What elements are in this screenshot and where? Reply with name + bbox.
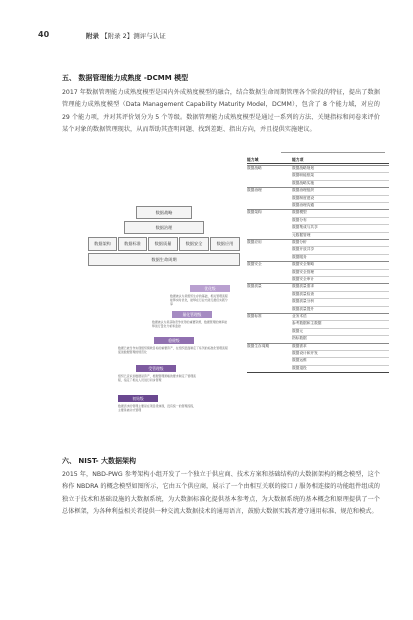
item-cell: 数据分析	[292, 240, 307, 244]
section-5-body: 2017 年数据管理能力成熟度模型是国内外成熟度模型的融合，结合数据生命周期管理各个阶段的特征，提出了数据管理能力成熟度模型（Data Management Capability Maturity Model，DCMM），包含了 8 个能力域，对应的 29 个能力项，并对其评价划分为 5 个等级。数据管理能力成熟度模型是通过一系列的方法、关键指标和问卷来评价某个对象的数据管理现状，从而帮助其查明问题、找到差距、指出方向，并且提供实施建议。	[62, 89, 380, 133]
item-cell: 数据需求	[292, 343, 307, 348]
item-cell: 数据质量提升	[292, 306, 315, 311]
domain-cell: 数据质量	[247, 284, 262, 289]
item-cell: 数据元	[292, 328, 304, 333]
table-top-rule	[281, 152, 385, 154]
level-1-desc: 数据需求的管理主要是在项目级体现，没有统一的管理流程，主要是被动式管理	[118, 404, 197, 412]
framework-standard: 数据标准	[118, 237, 147, 251]
domain-cell: 数据治理	[247, 188, 262, 193]
framework-application: 数据应用	[210, 237, 240, 251]
dcmm-framework-diagram	[88, 206, 240, 276]
domain-cell: 数据标准	[247, 314, 262, 318]
framework-security: 数据安全	[179, 237, 209, 251]
group-divider	[247, 187, 389, 188]
group-divider	[247, 261, 389, 262]
item-cell: 数据设计和开发	[292, 351, 318, 355]
item-cell: 数据质量需求	[292, 284, 315, 289]
item-cell: 数据开放共享	[292, 247, 315, 252]
table-bottom-rule	[247, 372, 389, 373]
item-cell: 数据服务	[292, 254, 307, 259]
col-item-header: 能力项	[292, 157, 304, 162]
item-cell: 指标数据	[292, 336, 307, 341]
item-cell: 业务术语	[292, 314, 307, 318]
item-cell: 数据分布	[292, 217, 307, 222]
item-cell: 数据治理沟通	[292, 203, 315, 207]
level-2-desc: 组织已意识到数据是资产，根据管理策略的要求制定了管理流程，指定了相关人员进行初步管理	[118, 374, 197, 382]
framework-quality: 数据质量	[148, 237, 178, 251]
running-head	[86, 31, 166, 40]
domain-cell: 数据架构	[247, 210, 262, 215]
item-cell: 数据治理组织	[292, 188, 315, 193]
framework-governance: 数据治理	[124, 221, 204, 234]
level-5-desc: 数据被认为是组织生存的基础，相关管理流程能够实时优化，能够在行业内进行最佳实践分享	[170, 294, 228, 306]
page-header	[38, 30, 378, 44]
framework-lifecycle: 数据生命周期	[88, 253, 240, 266]
section-6-body: 2015 年，NBD-PWG 参考架构小组开发了一个独立于供应商、技术方案和基础结构的大数据架构的概念模型，这个称作 NBDRA 的概念模型如图所示，它由五个供应商，展示了一个由相互关联的接口 / 服务相连接的功能组件组成的独立于技术和基础设施的大数据系统，为大数据标准化提供基本参考点，为大数据系统的基本概念和原理提供了一个总体框架，为各种利益相关者提供一种交流大数据技术的通用语言，鼓励大数据实践者遵守通用标准、规范和模式。	[62, 471, 380, 515]
level-2-bar: 受管理级	[136, 365, 176, 372]
item-cell: 数据职能框架	[292, 173, 315, 178]
group-divider	[247, 209, 389, 210]
item-cell: 数据安全审计	[292, 277, 315, 281]
level-4-desc: 数据被认为是获取竞争优势的重要资源，数据管理的效率能够进行量化分析和监控	[152, 320, 228, 328]
level-3-desc: 数据已被当作实现组织绩效目标的重要资产，在组织层面制定了系列的标准化管理流程促进数据管理的规范化	[118, 346, 228, 354]
item-cell: 数据集成与共享	[292, 225, 318, 230]
item-cell: 数据模型	[292, 210, 307, 215]
page-number: 40	[38, 30, 50, 39]
item-cell: 参考数据和主数据	[292, 321, 322, 326]
item-cell: 数据质量分析	[292, 299, 315, 304]
item-cell: 数据制度建设	[292, 195, 315, 200]
item-cell: 数据战略实施	[292, 180, 315, 185]
level-1-bar: 初始级	[118, 395, 158, 402]
framework-architecture: 数据架构	[88, 237, 117, 251]
item-cell: 数据战略规划	[292, 166, 315, 170]
section-6-title: 六、 NIST- 大数据架构	[62, 457, 137, 465]
level-3-bar: 稳健级	[154, 337, 194, 344]
level-4-bar: 量化管理级	[172, 311, 212, 318]
item-cell: 数据安全策略	[292, 262, 315, 267]
domain-cell: 数据安全	[247, 262, 262, 267]
item-cell: 数据安全管理	[292, 269, 315, 274]
group-divider	[247, 165, 389, 166]
item-cell: 元数据管理	[292, 232, 311, 237]
domain-cell: 数据战略	[247, 166, 262, 170]
running-head-section: 附录	[86, 32, 99, 40]
group-divider	[247, 239, 389, 240]
col-domain-header: 能力域	[247, 157, 259, 162]
domain-cell: 数据应用	[247, 240, 262, 244]
group-divider	[247, 283, 389, 284]
item-cell: 数据质量检查	[292, 291, 315, 296]
item-cell: 数据运维	[292, 358, 307, 363]
item-cell: 数据退役	[292, 365, 307, 370]
section-5-title: 五、 数据管理能力成熟度 -DCMM 模型	[62, 74, 189, 82]
domain-cell: 数据生存周期	[247, 343, 270, 348]
table-header	[247, 156, 389, 164]
row-divider	[292, 328, 389, 329]
group-divider	[247, 313, 389, 314]
level-5-bar: 优化级	[190, 285, 230, 292]
framework-strategy: 数据战略	[136, 206, 192, 219]
maturity-levels-diagram	[118, 285, 230, 425]
running-head-subsection: 【附录 2】测评与认证	[101, 32, 166, 40]
